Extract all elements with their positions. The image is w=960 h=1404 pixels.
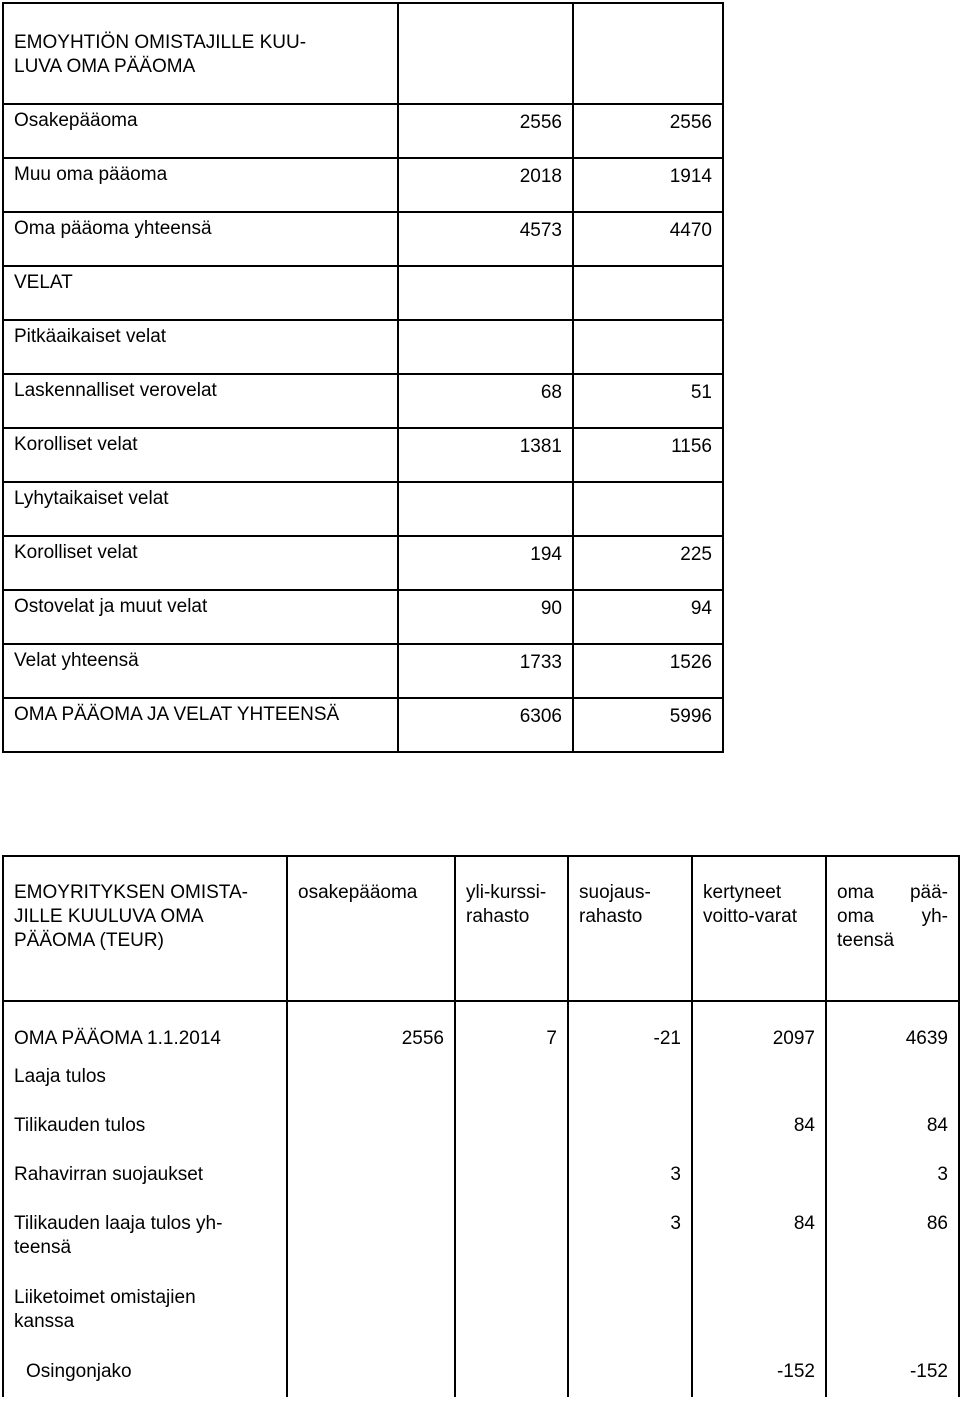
row-label: Oma pääoma yhteensä — [3, 212, 398, 266]
value-col2: 1156 — [573, 428, 723, 482]
value-col2: 1526 — [573, 644, 723, 698]
cell-share-capital: 2556 — [287, 1001, 455, 1053]
value-col1: 1733 — [398, 644, 573, 698]
balance-sheet-body — [3, 3, 723, 752]
row-label: Pitkäaikaiset velat — [3, 320, 398, 374]
table-row — [3, 698, 723, 752]
value-col2 — [573, 482, 723, 536]
table-row — [3, 104, 723, 158]
cell-total-equity: -152 — [826, 1348, 959, 1397]
table-row — [3, 158, 723, 212]
value-col1: 2556 — [398, 104, 573, 158]
cell-share-capital — [287, 1200, 455, 1274]
cell-hedge-reserve: 3 — [568, 1151, 692, 1200]
header-total-line3: teensä — [837, 930, 895, 951]
row-label: Korolliset velat — [3, 536, 398, 590]
cell-total-equity: 86 — [826, 1200, 959, 1274]
cell-hedge-reserve — [568, 1053, 692, 1102]
row-label: Korolliset velat — [3, 428, 398, 482]
cell-hedge-reserve — [568, 1274, 692, 1348]
value-col1: 68 — [398, 374, 573, 428]
cell-hedge-reserve — [568, 1348, 692, 1397]
cell-hedge-reserve — [568, 1102, 692, 1151]
value-col2: 1914 — [573, 158, 723, 212]
row-label: Laskennalliset verovelat — [3, 374, 398, 428]
cell-share-capital — [287, 1348, 455, 1397]
balance-sheet-table — [2, 2, 724, 753]
value-col1 — [398, 320, 573, 374]
cell-total-equity — [826, 1053, 959, 1102]
value-col1: 6306 — [398, 698, 573, 752]
cell-retained-earnings — [692, 1274, 826, 1348]
table-row — [3, 482, 723, 536]
row-label: Velat yhteensä — [3, 644, 398, 698]
cell-total-equity: 3 — [826, 1151, 959, 1200]
header-hedge-reserve: suojaus- rahasto — [568, 856, 692, 1001]
row-label: Osingonjako — [3, 1348, 287, 1397]
header-row — [3, 856, 959, 1001]
cell-retained-earnings: 84 — [692, 1102, 826, 1151]
cell-share-premium — [455, 1200, 568, 1274]
table-row — [3, 1274, 959, 1348]
cell-share-premium — [455, 1151, 568, 1200]
equity-statement-table — [2, 855, 960, 1397]
table-row — [3, 3, 723, 104]
table-row — [3, 1001, 959, 1053]
cell-retained-earnings — [692, 1053, 826, 1102]
header-share-capital: osakepääoma — [287, 856, 455, 1001]
table-row — [3, 1151, 959, 1200]
cell-retained-earnings — [692, 1151, 826, 1200]
table-row — [3, 428, 723, 482]
header-title: EMOYRITYKSEN OMISTA- JILLE KUULUVA OMA PÄÄOMA (TEUR) — [3, 856, 287, 1001]
value-col1: 1381 — [398, 428, 573, 482]
row-label: Tilikauden laaja tulos yh- teensä — [3, 1200, 287, 1274]
row-label: OMA PÄÄOMA JA VELAT YHTEENSÄ — [3, 698, 398, 752]
cell-total-equity: 84 — [826, 1102, 959, 1151]
value-col2: 4470 — [573, 212, 723, 266]
value-col1: 2018 — [398, 158, 573, 212]
table-row — [3, 536, 723, 590]
value-col1: 194 — [398, 536, 573, 590]
table-row — [3, 212, 723, 266]
cell-share-premium — [455, 1348, 568, 1397]
cell-retained-earnings: 2097 — [692, 1001, 826, 1053]
value-col1: 4573 — [398, 212, 573, 266]
header-retained-earnings: kertyneet voitto-varat — [692, 856, 826, 1001]
value-col1 — [398, 482, 573, 536]
row-label: Tilikauden tulos — [3, 1102, 287, 1151]
cell-retained-earnings: 84 — [692, 1200, 826, 1274]
value-col1 — [398, 266, 573, 320]
row-label: Liiketoimet omistajien kanssa — [3, 1274, 287, 1348]
cell-share-premium — [455, 1053, 568, 1102]
header-total-line2: oma yh- — [837, 906, 948, 927]
cell-hedge-reserve: -21 — [568, 1001, 692, 1053]
row-label: OMA PÄÄOMA 1.1.2014 — [3, 1001, 287, 1053]
value-col1 — [398, 3, 573, 104]
table-row — [3, 374, 723, 428]
table-row — [3, 266, 723, 320]
table-row — [3, 1348, 959, 1397]
cell-share-capital — [287, 1151, 455, 1200]
value-col2: 2556 — [573, 104, 723, 158]
header-total-equity — [826, 856, 959, 1001]
cell-share-capital — [287, 1102, 455, 1151]
value-col2: 51 — [573, 374, 723, 428]
cell-share-capital — [287, 1053, 455, 1102]
row-label: Laaja tulos — [3, 1053, 287, 1102]
table-row — [3, 1102, 959, 1151]
cell-share-capital — [287, 1274, 455, 1348]
value-col2: 94 — [573, 590, 723, 644]
cell-share-premium — [455, 1102, 568, 1151]
value-col2 — [573, 3, 723, 104]
cell-share-premium: 7 — [455, 1001, 568, 1053]
table-row — [3, 320, 723, 374]
table-row — [3, 590, 723, 644]
table-row — [3, 1053, 959, 1102]
value-col2 — [573, 266, 723, 320]
cell-total-equity — [826, 1274, 959, 1348]
cell-total-equity: 4639 — [826, 1001, 959, 1053]
row-label: VELAT — [3, 266, 398, 320]
cell-hedge-reserve: 3 — [568, 1200, 692, 1274]
value-col2: 225 — [573, 536, 723, 590]
row-label: Lyhytaikaiset velat — [3, 482, 398, 536]
header-share-premium: yli-kurssi- rahasto — [455, 856, 568, 1001]
table-row — [3, 644, 723, 698]
cell-retained-earnings: -152 — [692, 1348, 826, 1397]
value-col2 — [573, 320, 723, 374]
row-label: Osakepääoma — [3, 104, 398, 158]
row-label: Muu oma pääoma — [3, 158, 398, 212]
header-total-line1: oma pää- — [837, 882, 948, 903]
cell-share-premium — [455, 1274, 568, 1348]
row-label: EMOYHTIÖN OMISTAJILLE KUU- LUVA OMA PÄÄOMA — [3, 3, 398, 104]
row-label: Rahavirran suojaukset — [3, 1151, 287, 1200]
table-row — [3, 1200, 959, 1274]
value-col1: 90 — [398, 590, 573, 644]
row-label: Ostovelat ja muut velat — [3, 590, 398, 644]
value-col2: 5996 — [573, 698, 723, 752]
